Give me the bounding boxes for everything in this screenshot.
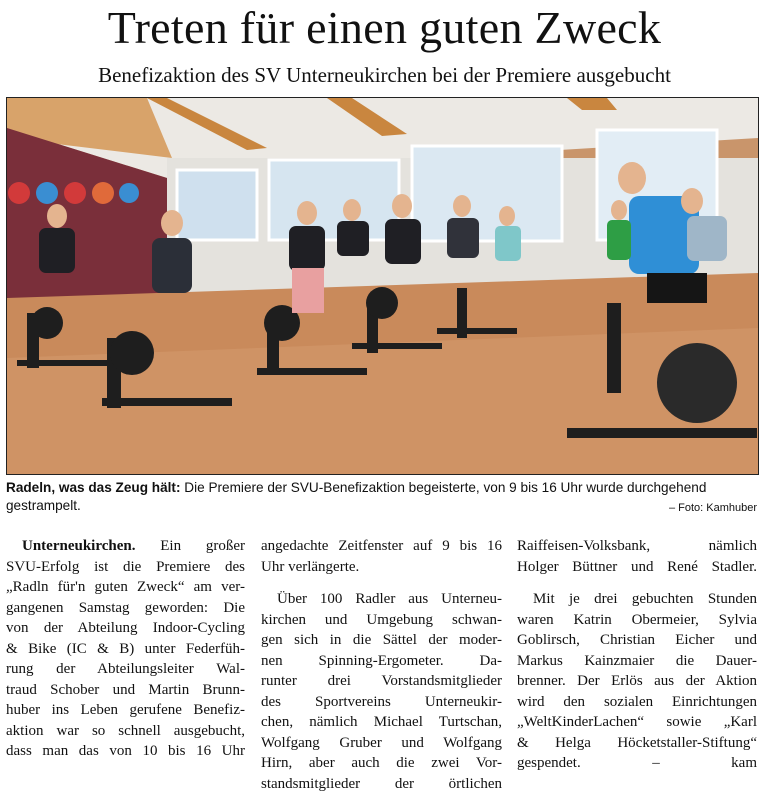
article-text-line: nen Spinning-Ergometer. Da- [261,651,502,672]
article-text-line: SVU-Erfolg ist die Premiere des [6,557,245,578]
photo-credit: – Foto: Kamhuber [669,501,757,515]
article-column-3 [517,536,757,774]
article-text-line: aktion war so schnell ausgebucht, [6,721,245,742]
article-text-line: von der Abteilung Indoor-Cycling [6,618,245,639]
photo-caption [6,479,758,515]
spinning-class-photo [7,98,758,474]
subheadline: Benefizaktion des SV Unterneukirchen bei der Premiere ausgebucht [0,62,769,88]
article-text-line: runter drei Vorstandsmitglieder [261,671,502,692]
article-text-line: Wolfgang Gruber und Wolfgang [261,733,502,754]
article-text-line: Raiffeisen-Volksbank, nämlich [517,536,757,557]
article-text-line: dass man das von 10 bis 16 Uhr [6,741,245,762]
article-text-line: chen, nämlich Michael Turtschan, [261,712,502,733]
article-text-line: traud Schober und Martin Brunn- [6,680,245,701]
caption-text: Die Premiere der SVU-Benefizaktion begeisterte, von 9 bis 16 Uhr wurde durchgehend gestrampelt. [6,480,706,513]
article-text-line: & Helga Höcketstaller-Stiftung“ [517,733,757,754]
article-text-line: rung der Abteilungsleiter Wal- [6,659,245,680]
article-column-1 [6,536,245,762]
article-text-line: Uhr verlängerte. [261,557,502,578]
article-text-line: waren Katrin Obermeier, Sylvia [517,610,757,631]
headline: Treten für einen guten Zweck [0,2,769,54]
article-text-line: standsmitglieder der örtlichen [261,774,502,794]
article-text-line: Holger Büttner und René Stadler. [517,557,757,578]
article-text-line: gangenen Samstag geworden: Die [6,598,245,619]
article-text-line: Mit je drei gebuchten Stunden [517,589,757,610]
article-text-line: angedachte Zeitfenster auf 9 bis 16 [261,536,502,557]
article-text-line: gespendet. – kam [517,753,757,774]
article-photo [6,97,759,475]
article-text-line: brenner. Der Erlös aus der Aktion [517,671,757,692]
article-text-line: des Sportvereins Unterneukir- [261,692,502,713]
dateline-place: Unterneukirchen. [22,538,135,554]
article-text-line: wird den sozialen Einrichtungen [517,692,757,713]
article-text-line: & Bike (IC & B) unter Federfüh- [6,639,245,660]
article-text-line: „WeltKinderLachen“ sowie „Karl [517,712,757,733]
caption-lead: Radeln, was das Zeug hält: [6,480,181,495]
article-text-line: Goblirsch, Christian Eicher und [517,630,757,651]
article-text-line: huber ins Leben gerufene Benefiz- [6,700,245,721]
article-text-fragment: Ein großer [135,538,245,554]
article-text-line: gen sich in die Sättel der moder- [261,630,502,651]
article-text-line: Hirn, aber auch die zwei Vor- [261,753,502,774]
article-text-line: „Radln für'n guten Zweck“ am ver- [6,577,245,598]
article-text-line: Markus Kainzmaier die Dauer- [517,651,757,672]
article-column-2 [261,536,502,794]
article-text-line: kirchen und Umgebung schwan- [261,610,502,631]
article-text-line [6,536,245,557]
article-text-line: Über 100 Radler aus Unterneu- [261,589,502,610]
